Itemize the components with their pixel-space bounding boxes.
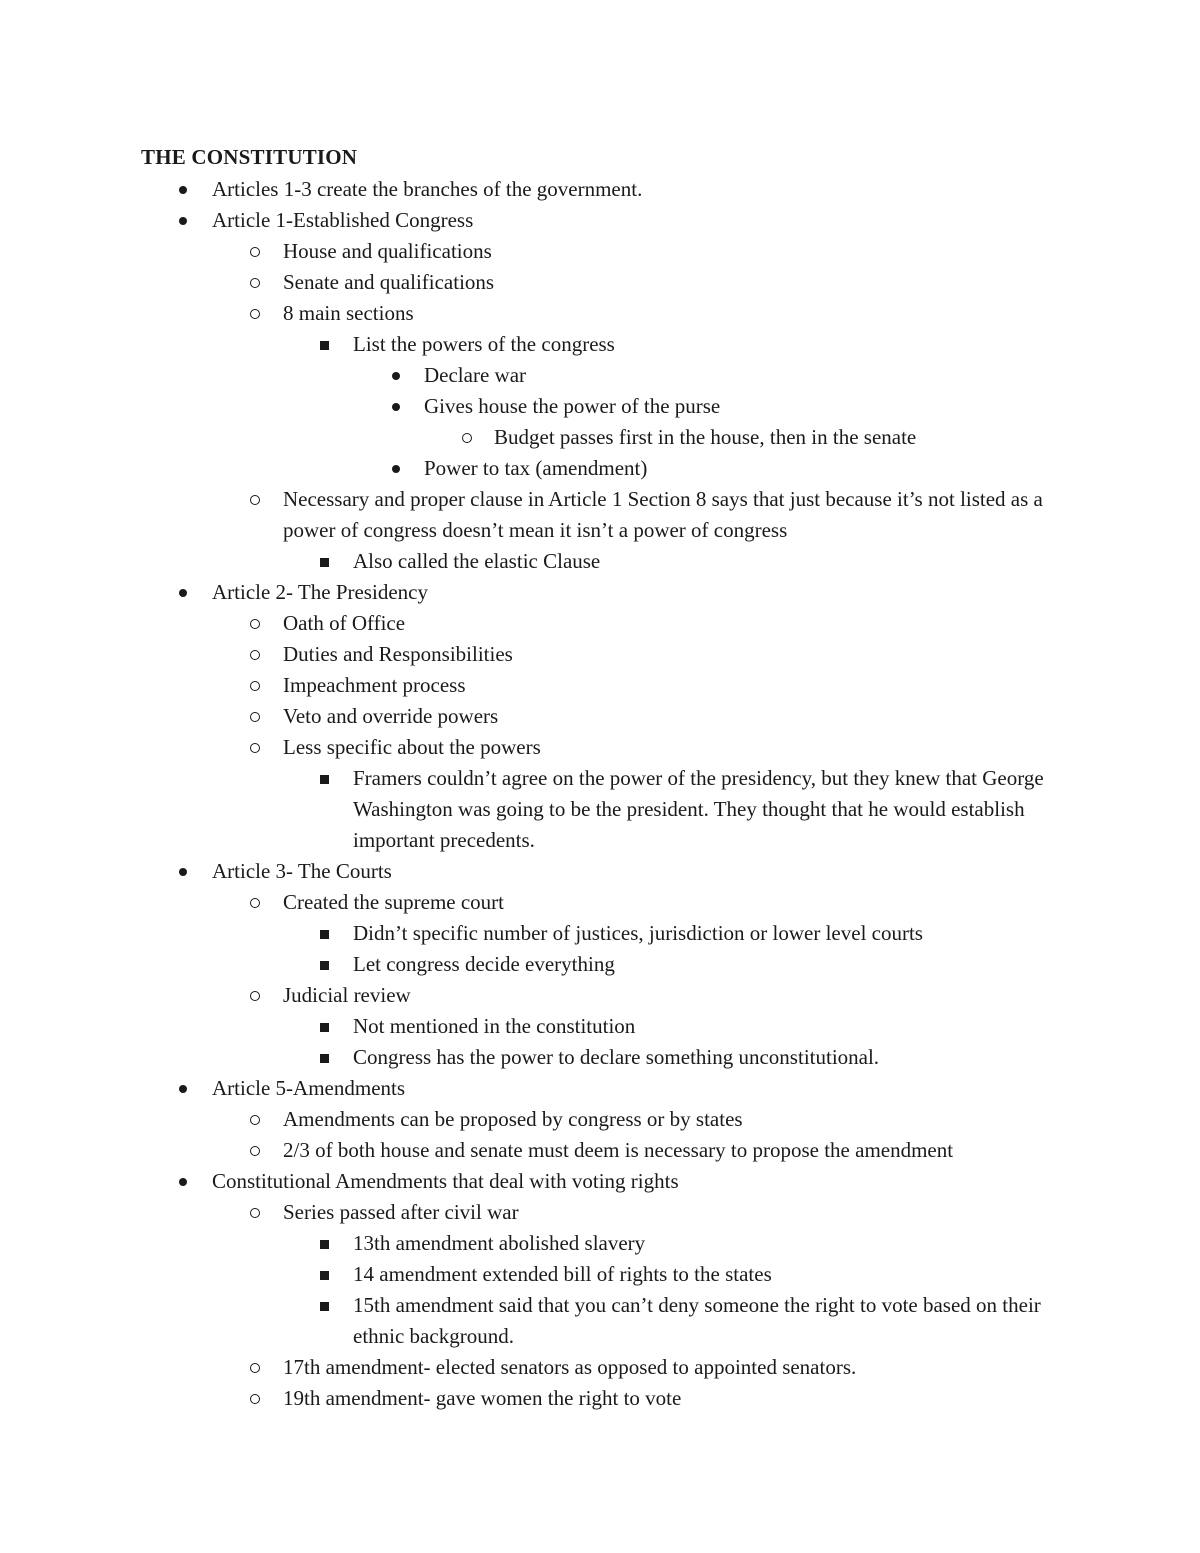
square-bullet-icon — [320, 961, 329, 970]
circle-bullet-icon — [250, 309, 260, 319]
list-item — [0, 1166, 1062, 1197]
list-item — [0, 949, 1063, 980]
list-item — [0, 1011, 1063, 1042]
list-item — [0, 236, 1063, 267]
list-item — [0, 484, 1063, 546]
list-item — [0, 577, 1062, 608]
list-item-text: Framers couldn’t agree on the power of the presidency, but they knew that George Washington was going to be the president. They thought that he would establish important precedents. — [353, 766, 1044, 852]
list-item-text: 8 main sections — [283, 301, 414, 325]
list-item-text: Less specific about the powers — [283, 735, 541, 759]
circle-bullet-icon — [462, 433, 472, 443]
disc-bullet-icon — [179, 186, 187, 194]
list-item — [0, 1259, 1063, 1290]
list-item-text: Didn’t specific number of justices, jurisdiction or lower level courts — [353, 921, 923, 945]
list-item-text: Necessary and proper clause in Article 1 Section 8 says that just because it’s not listed as a power of congress doesn’t mean it isn’t a power of congress — [283, 487, 1043, 542]
list-item — [0, 701, 1063, 732]
square-bullet-icon — [320, 1054, 329, 1063]
square-bullet-icon — [320, 341, 329, 350]
list-item — [0, 267, 1063, 298]
circle-bullet-icon — [250, 898, 260, 908]
list-item — [0, 1073, 1062, 1104]
circle-bullet-icon — [250, 1363, 260, 1373]
square-bullet-icon — [320, 1271, 329, 1280]
circle-bullet-icon — [250, 1146, 260, 1156]
list-item-text: Oath of Office — [283, 611, 406, 635]
list-item — [0, 1197, 1063, 1228]
disc-bullet-icon — [392, 465, 400, 473]
list-item-text: Veto and override powers — [283, 704, 499, 728]
list-item-text: Created the supreme court — [283, 890, 504, 914]
circle-bullet-icon — [250, 495, 260, 505]
circle-bullet-icon — [250, 1208, 260, 1218]
list-item-text: 19th amendment- gave women the right to vote — [283, 1386, 682, 1410]
circle-bullet-icon — [250, 650, 260, 660]
list-item — [0, 391, 1064, 422]
list-item — [0, 205, 1062, 236]
list-item-text: Declare war — [424, 363, 527, 387]
disc-bullet-icon — [179, 589, 187, 597]
outline-list — [0, 174, 1200, 1414]
document-title: THE CONSTITUTION — [141, 145, 358, 169]
list-item-text: House and qualifications — [283, 239, 492, 263]
square-bullet-icon — [320, 1302, 329, 1311]
square-bullet-icon — [320, 558, 329, 567]
list-item-text: Budget passes first in the house, then in the senate — [494, 425, 917, 449]
circle-bullet-icon — [250, 681, 260, 691]
disc-bullet-icon — [392, 372, 400, 380]
list-item — [0, 360, 1064, 391]
square-bullet-icon — [320, 775, 329, 784]
list-item — [0, 1104, 1063, 1135]
disc-bullet-icon — [179, 1178, 187, 1186]
list-item — [0, 1352, 1063, 1383]
list-item-text: Duties and Responsibilities — [283, 642, 513, 666]
list-item-text: Constitutional Amendments that deal with voting rights — [212, 1169, 679, 1193]
circle-bullet-icon — [250, 278, 260, 288]
circle-bullet-icon — [250, 619, 260, 629]
list-item-text: 17th amendment- elected senators as opposed to appointed senators. — [283, 1355, 857, 1379]
circle-bullet-icon — [250, 247, 260, 257]
disc-bullet-icon — [179, 217, 187, 225]
list-item — [0, 546, 1063, 577]
list-item-text: Also called the elastic Clause — [353, 549, 601, 573]
list-item — [0, 422, 1064, 453]
list-item-text: List the powers of the congress — [353, 332, 615, 356]
list-item-text: Articles 1-3 create the branches of the government. — [212, 177, 643, 201]
disc-bullet-icon — [179, 1085, 187, 1093]
list-item — [0, 1228, 1063, 1259]
list-item — [0, 608, 1063, 639]
list-item-text: Article 3- The Courts — [212, 859, 392, 883]
square-bullet-icon — [320, 1023, 329, 1032]
circle-bullet-icon — [250, 743, 260, 753]
square-bullet-icon — [320, 1240, 329, 1249]
list-item-text: 2/3 of both house and senate must deem is necessary to propose the amendment — [283, 1138, 954, 1162]
disc-bullet-icon — [392, 403, 400, 411]
list-item-text: 14 amendment extended bill of rights to the states — [353, 1262, 772, 1286]
list-item — [0, 1383, 1063, 1414]
list-item — [0, 639, 1063, 670]
square-bullet-icon — [320, 930, 329, 939]
circle-bullet-icon — [250, 991, 260, 1001]
list-item — [0, 174, 1062, 205]
list-item — [0, 1290, 1063, 1352]
list-item — [0, 453, 1064, 484]
list-item-text: Article 1-Established Congress — [212, 208, 474, 232]
list-item-text: Amendments can be proposed by congress or by states — [283, 1107, 743, 1131]
list-item — [0, 329, 1063, 360]
list-item-text: Let congress decide everything — [353, 952, 615, 976]
list-item — [0, 1135, 1063, 1166]
list-item-text: Judicial review — [283, 983, 411, 1007]
list-item — [0, 887, 1063, 918]
list-item — [0, 298, 1063, 329]
circle-bullet-icon — [250, 1115, 260, 1125]
list-item-text: Congress has the power to declare something unconstitutional. — [353, 1045, 880, 1069]
list-item-text: Not mentioned in the constitution — [353, 1014, 636, 1038]
list-item — [0, 670, 1063, 701]
list-item-text: Gives house the power of the purse — [424, 394, 721, 418]
list-item — [0, 1042, 1063, 1073]
list-item-text: Senate and qualifications — [283, 270, 495, 294]
list-item-text: Series passed after civil war — [283, 1200, 519, 1224]
list-item-text: Power to tax (amendment) — [424, 456, 648, 480]
list-item-text: Impeachment process — [283, 673, 466, 697]
circle-bullet-icon — [250, 712, 260, 722]
list-item — [0, 732, 1063, 763]
list-item — [0, 763, 1063, 856]
list-item-text: Article 5-Amendments — [212, 1076, 406, 1100]
disc-bullet-icon — [179, 868, 187, 876]
list-item-text: Article 2- The Presidency — [212, 580, 428, 604]
list-item-text: 15th amendment said that you can’t deny someone the right to vote based on their ethnic background. — [353, 1293, 1041, 1348]
list-item — [0, 918, 1063, 949]
list-item — [0, 980, 1063, 1011]
list-item-text: 13th amendment abolished slavery — [353, 1231, 646, 1255]
list-item — [0, 856, 1062, 887]
circle-bullet-icon — [250, 1394, 260, 1404]
